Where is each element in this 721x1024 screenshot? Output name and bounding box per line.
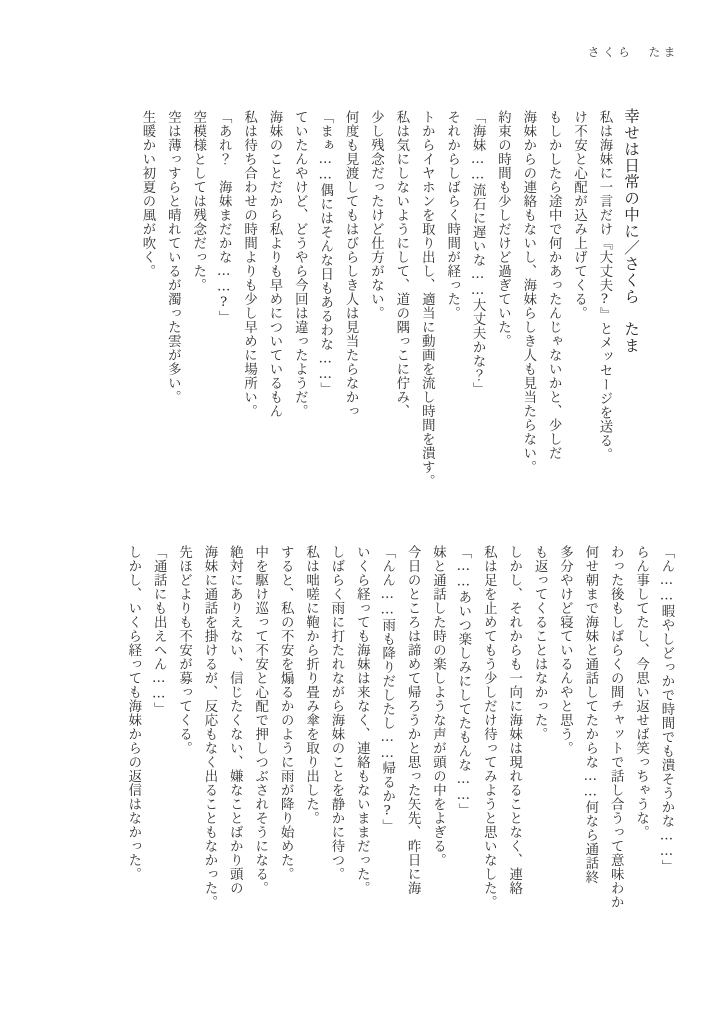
text-line: 先ほどよりも不安が募ってくる。 [176,545,192,756]
text-line: 「通話にも出えへん……」 [151,545,167,717]
text-line: 何せ朝まで海妹と通話してたからな……何なら通話終 [582,545,598,885]
text-line: 私は咄嗟に鞄から折り畳み傘を取り出した。 [303,545,319,826]
text-line: 約束の時間も少しだけど過ぎていた。 [495,110,511,349]
text-line: 空模様としては残念だった。 [190,110,206,293]
text-line: 私は海妹に一言だけ『大丈夫?』とメッセージを送る。 [597,110,612,462]
text-line: 妹と通話した時の楽しような声が頭の中をよぎる。 [430,545,446,868]
text-line: いくら経っても海妹は来なく、連絡もないままだった。 [354,545,370,896]
text-line: 「海妹……流石に遅いな……大丈夫かな？」 [470,110,486,397]
text-line: 絶対にありえない、信じたくない、嫌なことばかり頭の [227,545,243,896]
text-line: トからイヤホンを取り出し、適当に動画を流し時間を潰す。 [419,110,435,489]
text-line: け不安と心配が込み上げてくる。 [571,110,587,321]
text-lines [120,545,679,975]
text-line: 海妹に通話を掛けるが、反応もなく出ることもなかった。 [201,545,217,910]
text-line: 「あれ？ 海妹まだかな……?」 [216,110,232,325]
text-line: 「ん……暇やしどっかで時間でも潰そうかな……」 [659,545,674,874]
text-line: わった後もしばらくの間チャットで話し合うって意味わか [608,545,624,910]
text-line: 海妹のことだから私よりも早めについているもん [266,110,282,419]
text-line: ていたんやけど、どうやら今回は違ったようだ。 [292,110,308,419]
text-line: しかし、それからも一向に海妹は現れることなく、連絡 [506,545,522,896]
text-line: すると、私の不安を煽るかのように雨が降り始めた。 [278,545,294,882]
text-line: しばらく雨に打たれながら海妹のことを静かに待つ。 [328,545,344,882]
text-line: しかし、いくら経っても海妹からの返信はなかった。 [125,545,141,882]
body-block-1 [97,110,617,510]
text-line: 私は待ち合わせの時間よりも少し早めに場所い。 [241,110,257,419]
text-line: それからしばらく時間が経った。 [444,110,460,321]
text-line: 「まぁ……偶にはそんな日もあるわな……」 [317,110,333,397]
text-line: らん事してたし、今思い返せば笑っちゃうな。 [633,545,649,840]
text-line: 空は薄っすらと晴れているが濁った雲が多い。 [165,110,181,405]
text-line: 今日のところは諦めて帰ろうかと思った矢先、昨日に海 [405,545,421,896]
text-line: 少し残念だったけど仕方がない。 [368,110,384,321]
text-line: 私は足を止めてもう少しだけ待ってみようと思いなした。 [481,545,497,910]
page-title: 幸せは日常の中に／さくら たま [622,108,640,354]
text-line: 私は気にしないようにして、道の隅っこに佇み、 [393,110,409,419]
text-line: 海妹からの連絡もないし、海妹らしき人も見当たらない。 [520,110,536,475]
text-line: も返ってくることはなかった。 [532,545,548,742]
text-line: 「んん……雨も降りだしたし……帰るか?」 [379,545,395,834]
text-line: 生暖かい初夏の風が吹く。 [139,110,155,279]
text-line: もしかしたら途中で何かあったんじゃないかと、少しだ [546,110,562,461]
body-block-2 [94,545,679,975]
text-line: 何度も見渡してもはびらしき人は見当たらなかっ [343,110,359,419]
text-line: 多分やけど寝ているんやと思う。 [557,545,573,756]
text-line: 「……あいつ楽しみにしてたもんな……」 [455,545,471,818]
running-header: さくら たま [587,45,679,59]
text-line: 中を駆け巡って不安と心配で押しつぶされそうになる。 [252,545,268,896]
text-lines [135,110,617,510]
